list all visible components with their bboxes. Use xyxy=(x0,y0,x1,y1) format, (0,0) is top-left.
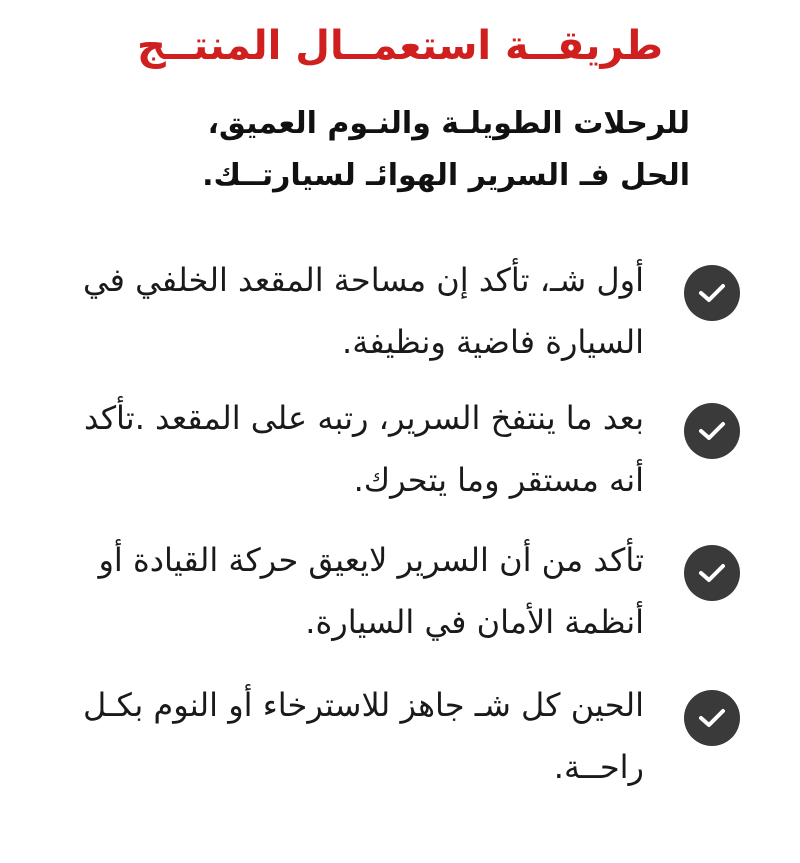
check-icon xyxy=(684,545,740,601)
step-item xyxy=(40,261,740,375)
page-title: طريقــة استعمــال المنتــج xyxy=(136,23,664,69)
intro-text: للرحلات الطويلـة والنـوم العميق، الحل فـ السرير الهوائـ لسيارتــك. xyxy=(202,106,690,193)
step-item xyxy=(40,399,740,513)
check-icon xyxy=(684,690,740,746)
step-item xyxy=(40,686,740,800)
check-icon xyxy=(684,265,740,321)
step-text: بعد ما ينتفخ السرير، رتبه على المقعد .تأكد أنه مستقر وما يتحرك. xyxy=(84,399,644,499)
step-item xyxy=(40,541,740,655)
check-icon xyxy=(684,403,740,459)
step-text: أول شـ، تأكد إن مساحة المقعد الخلفي في السيارة فاضية ونظيفة. xyxy=(82,261,644,361)
step-text: تأكد من أن السرير لايعيق حركة القيادة أو أنظمة الأمان في السيارة. xyxy=(98,541,644,641)
step-text: الحين كل شـ جاهز للاسترخاء أو النوم بكـل راحــة. xyxy=(83,686,644,786)
